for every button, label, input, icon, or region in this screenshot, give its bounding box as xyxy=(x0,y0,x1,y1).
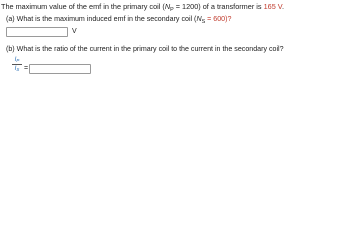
part-a-unit-label: V xyxy=(72,28,77,35)
fraction-numerator: IP xyxy=(12,56,22,65)
question-text-end: . xyxy=(281,2,285,11)
fraction-denominator: IS xyxy=(14,65,20,72)
part-b-answer-input[interactable] xyxy=(29,64,91,74)
part-a-question xyxy=(6,14,231,25)
np-value: = 1200) xyxy=(173,2,201,11)
ns-symbol: N xyxy=(196,15,202,23)
question-text-before: The maximum value of the emf in the primary coil ( xyxy=(1,2,165,11)
question-stem xyxy=(1,2,284,13)
np-symbol: N xyxy=(164,2,171,11)
current-ratio-fraction xyxy=(12,56,22,73)
part-b-question: (b) What is the ratio of the current in the primary coil to the current in the secondary coil? xyxy=(6,45,284,53)
ns-subscript: S xyxy=(201,18,206,25)
ns-value: = 600)? xyxy=(205,15,232,23)
part-a-text-before: (a) What is the maximum induced emf in the secondary coil ( xyxy=(6,15,197,23)
np-subscript: P xyxy=(170,6,174,13)
emf-value: 165 V xyxy=(263,2,282,11)
question-text-middle: of a transformer is xyxy=(200,2,264,11)
part-a-answer-input[interactable] xyxy=(6,27,68,37)
equals-sign: = xyxy=(24,65,29,72)
